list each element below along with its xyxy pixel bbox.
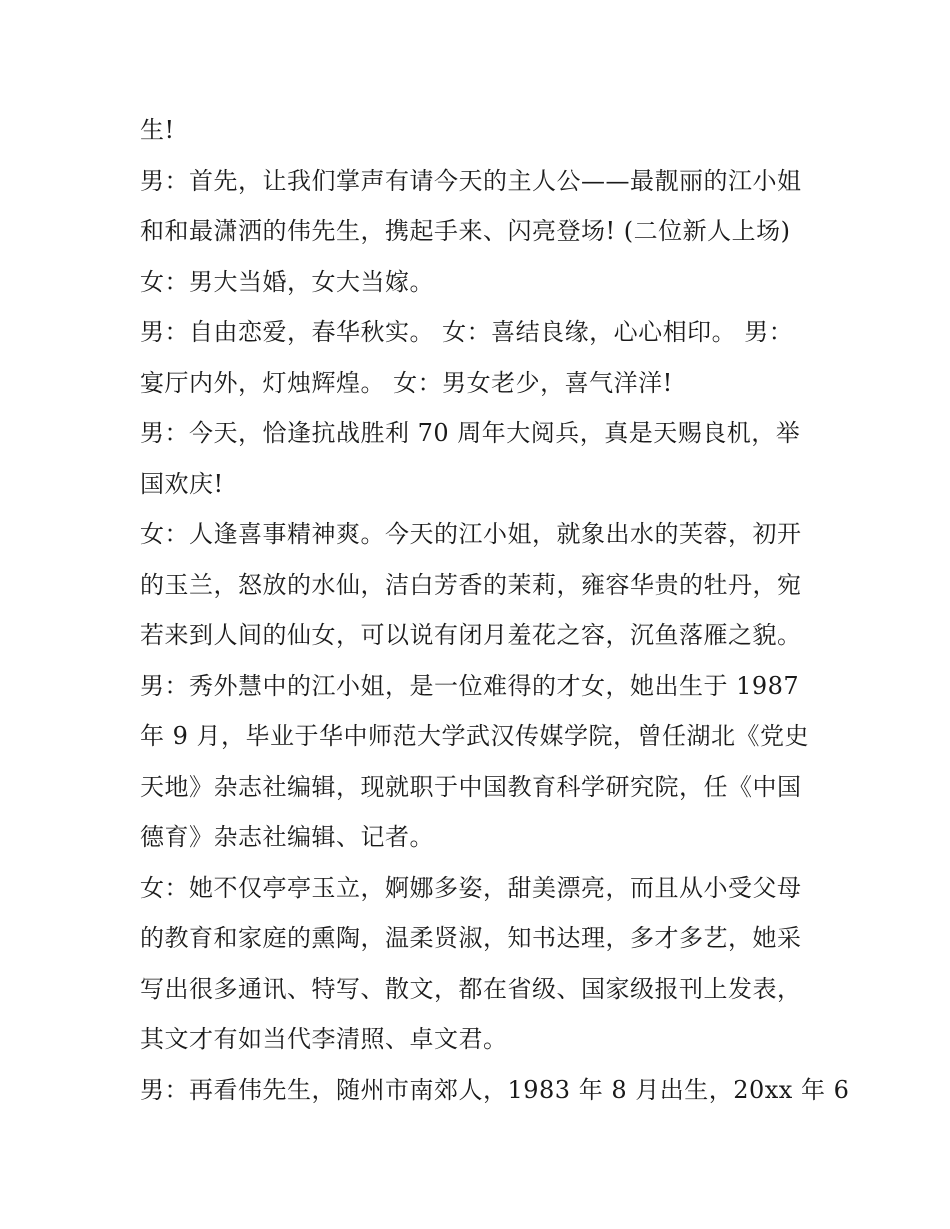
text-line: 若来到人间的仙女，可以说有闭月羞花之容，沉鱼落雁之貌。 bbox=[140, 621, 802, 649]
text-line: 的玉兰，怒放的水仙，洁白芳香的茉莉，雍容华贵的牡丹，宛 bbox=[140, 571, 802, 599]
text-line: 女：男大当婚，女大当嫁。 bbox=[140, 268, 434, 296]
text-line: 其文才有如当代李清照、卓文君。 bbox=[140, 1025, 508, 1053]
text-line: 男：首先，让我们掌声有请今天的主人公——最靓丽的江小姐 bbox=[140, 167, 802, 195]
text-line: 国欢庆! bbox=[140, 470, 224, 498]
text-line: 男：今天，恰逢抗战胜利 70 周年大阅兵，真是天赐良机，举 bbox=[140, 419, 801, 447]
text-line: 女：人逢喜事精神爽。今天的江小姐，就象出水的芙蓉，初开 bbox=[140, 520, 802, 548]
text-line: 女：她不仅亭亭玉立，婀娜多姿，甜美漂亮，而且从小受父母 bbox=[140, 874, 802, 902]
text-line: 宴厅内外，灯烛辉煌。 女：男女老少，喜气洋洋! bbox=[140, 369, 673, 397]
text-line: 男：自由恋爱，春华秋实。 女：喜结良缘，心心相印。 男： bbox=[140, 318, 794, 346]
text-line: 写出很多通讯、特写、散文，都在省级、国家级报刊上发表， bbox=[140, 975, 802, 1003]
text-line: 生! bbox=[140, 116, 175, 144]
text-line: 和和最潇洒的伟先生，携起手来、闪亮登场! (二位新人上场) bbox=[140, 217, 791, 245]
text-line: 年 9 月，毕业于华中师范大学武汉传媒学院，曾任湖北《党史 bbox=[140, 722, 810, 750]
text-line: 男：再看伟先生，随州市南郊人，1983 年 8 月出生，20xx 年 6 bbox=[140, 1076, 850, 1104]
text-line: 德育》杂志社编辑、记者。 bbox=[140, 823, 434, 851]
text-line: 男：秀外慧中的江小姐，是一位难得的才女，她出生于 1987 bbox=[140, 672, 800, 700]
text-line: 天地》杂志社编辑，现就职于中国教育科学研究院，任《中国 bbox=[140, 773, 802, 801]
text-line: 的教育和家庭的熏陶，温柔贤淑，知书达理，多才多艺，她采 bbox=[140, 924, 802, 952]
